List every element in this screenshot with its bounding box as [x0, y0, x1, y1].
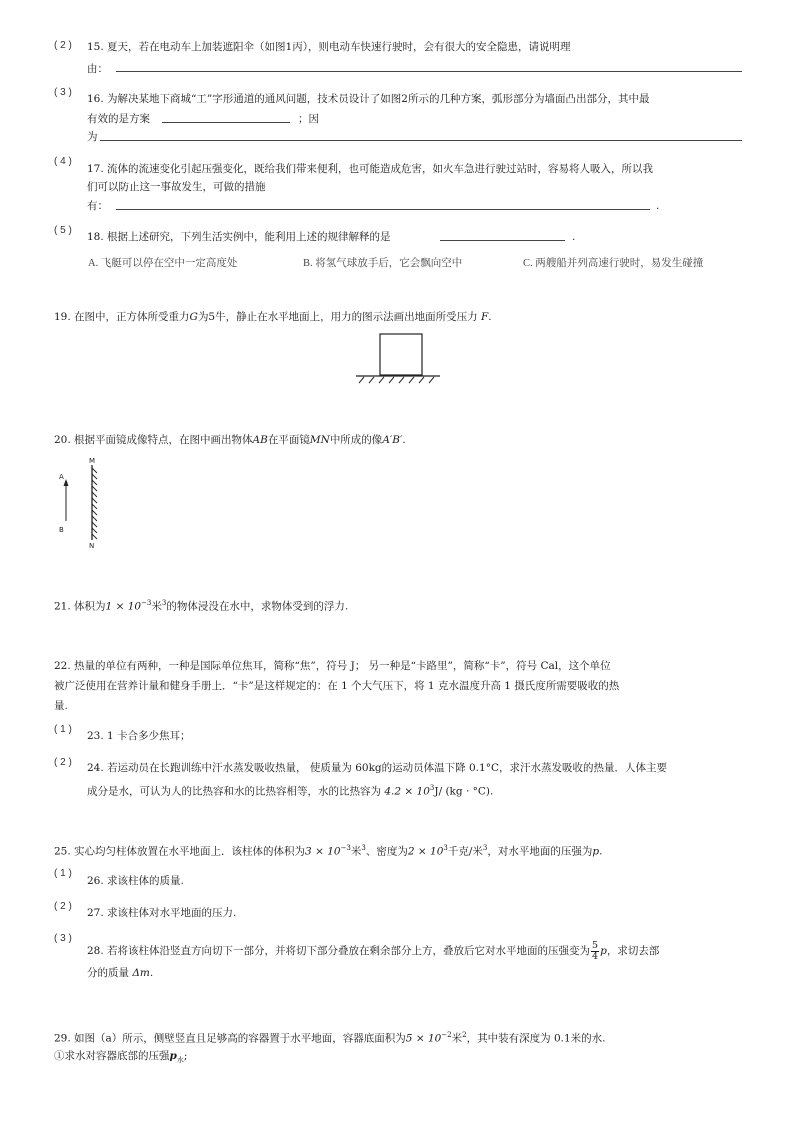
object-label-a: A	[59, 473, 64, 481]
question-29-part-1: ①求水对容器底部的压强$p_水$;	[54, 1050, 188, 1065]
question-19-text: 19. 在图中，正方体所受重力G为5牛，静止在水平地面上，用力的图示法画出地面所受压力 F.	[54, 311, 492, 323]
question-22-line-2: 被广泛使用在营养计量和健身手册上．“卡”是这样规定的：在 1 个大气压下，将 1 克水温度升高 1 摄氏度所需要吸收的热	[54, 680, 620, 692]
gravity-symbol: G	[189, 311, 198, 323]
sub-number: ( 3 )	[54, 87, 72, 98]
question-16-text: 16. 为解决某地下商城“工”字形通道的通风问题，技术员设计了如图2所示的几种方案，弧形部分为墙面凸出部分，其中最	[87, 93, 650, 105]
choice-a[interactable]: A. 飞艇可以停在空中一定高度处	[88, 258, 238, 269]
mirror-label-m: M	[89, 457, 96, 465]
mirror-hatching	[92, 468, 97, 539]
sub-number: ( 1 )	[54, 868, 72, 879]
fraction-five-fourths: $\frac{5}{4}$	[592, 939, 599, 962]
ground-hatching	[359, 377, 434, 383]
answer-line[interactable]	[116, 209, 650, 210]
answer-line[interactable]	[116, 71, 742, 72]
question-15-text: 15. 夏天，若在电动车上加装遮阳伞（如图1丙），则电动车快速行驶时，会有很大的安全隐患，请说明理	[87, 41, 571, 53]
question-28-line-2: 分的质量 Δm.	[87, 967, 154, 979]
question-21-text: 21. 体积为$1 \times 10^{-3}$米$^3$的物体浸没在水中，求物体受到的浮力.	[54, 599, 349, 613]
answer-line[interactable]	[162, 122, 290, 123]
force-symbol: F	[480, 311, 489, 323]
sub-number: ( 2 )	[54, 901, 72, 912]
question-17-continuation-2: 有：	[87, 200, 108, 212]
question-29-text: 29. 如图（a）所示，侧壁竖直且足够高的容器置于水平地面，容器底面积为$5 \times 10^{-2}$米$^2$，其中装有深度为 0.1米的水.	[54, 1031, 606, 1045]
question-27-text: 27. 求该柱体对水平地面的压力.	[87, 907, 237, 919]
question-17-continuation: 们可以防止这一事故发生，可做的措施	[87, 181, 266, 193]
question-16-continuation-2: 为	[87, 131, 98, 143]
cube-on-ground-figure	[352, 330, 444, 386]
plane-mirror-figure	[54, 455, 114, 555]
sub-number: ( 2 )	[54, 757, 72, 768]
question-22-line-1: 22. 热量的单位有两种，一种是国际单位焦耳，简称“焦”，符号 J； 另一种是“卡路里”，简称“卡”，符号 Cal，这个单位	[54, 660, 611, 672]
question-28-line-1: 28. 若将该柱体沿竖直方向切下一部分，并将切下部分叠放在剩余部分上方，叠放后它对水平地面的压强变为 $\frac{5}{4}$ p，求切去部	[87, 939, 660, 962]
question-16-continuation: 有效的是方案	[87, 113, 150, 125]
question-18-end: .	[572, 231, 576, 243]
question-20-text: 20. 根据平面镜成像特点，在图中画出物体AB在平面镜MN中所成的像A′B′.	[54, 434, 406, 446]
sub-number: ( 4 )	[54, 156, 72, 167]
answer-line[interactable]	[440, 240, 565, 241]
question-16-reason-label: ；因	[298, 113, 319, 125]
sub-number: ( 5 )	[54, 225, 72, 236]
choice-c[interactable]: C. 两艘船并列高速行驶时，易发生碰撞	[523, 258, 704, 269]
question-17-end: .	[656, 200, 660, 212]
question-23-text: 23. 1 卡合多少焦耳；	[87, 730, 191, 742]
object-arrowhead	[64, 479, 69, 486]
question-15-continuation: 由：	[87, 63, 108, 75]
question-25-text: 25. 实心均匀柱体放置在水平地面上．该柱体的体积为$3 \times 10^{-3}$米$^3$、密度为$2 \times 10^3$千克/米$^3$，对水平地面的压强为p.	[54, 844, 603, 858]
answer-line[interactable]	[100, 140, 742, 141]
object-label-b: B	[59, 526, 64, 534]
sub-number: ( 1 )	[54, 724, 72, 735]
sub-number: ( 3 )	[54, 933, 72, 944]
question-26-text: 26. 求该柱体的质量.	[87, 875, 184, 887]
choice-b[interactable]: B. 将氢气球放手后，它会飘向空中	[303, 258, 463, 269]
mirror-label-n: N	[89, 542, 95, 550]
question-17-text: 17. 流体的流速变化引起压强变化，既给我们带来便利，也可能造成危害，如火车急进行驶过站时，容易将人吸入，所以我	[87, 163, 654, 175]
question-24-line-2: 成分是水，可认为人的比热容和水的比热容相等，水的比热容为 $4.2 \times 10^3J/$ (kg · °C).	[87, 784, 494, 798]
question-24-line-1: 24. 若运动员在长跑训练中汗水蒸发吸收热量， 使质量为 60kg的运动员体温下降 0.1°C，求汗水蒸发吸收的热量．人体主要	[87, 762, 667, 774]
question-18-text: 18. 根据上述研究，下列生活实例中，能利用上述的规律解释的是	[87, 231, 391, 243]
sub-number: ( 2 )	[54, 40, 72, 51]
cube-shape	[380, 334, 422, 375]
question-22-line-3: 量.	[54, 700, 68, 712]
